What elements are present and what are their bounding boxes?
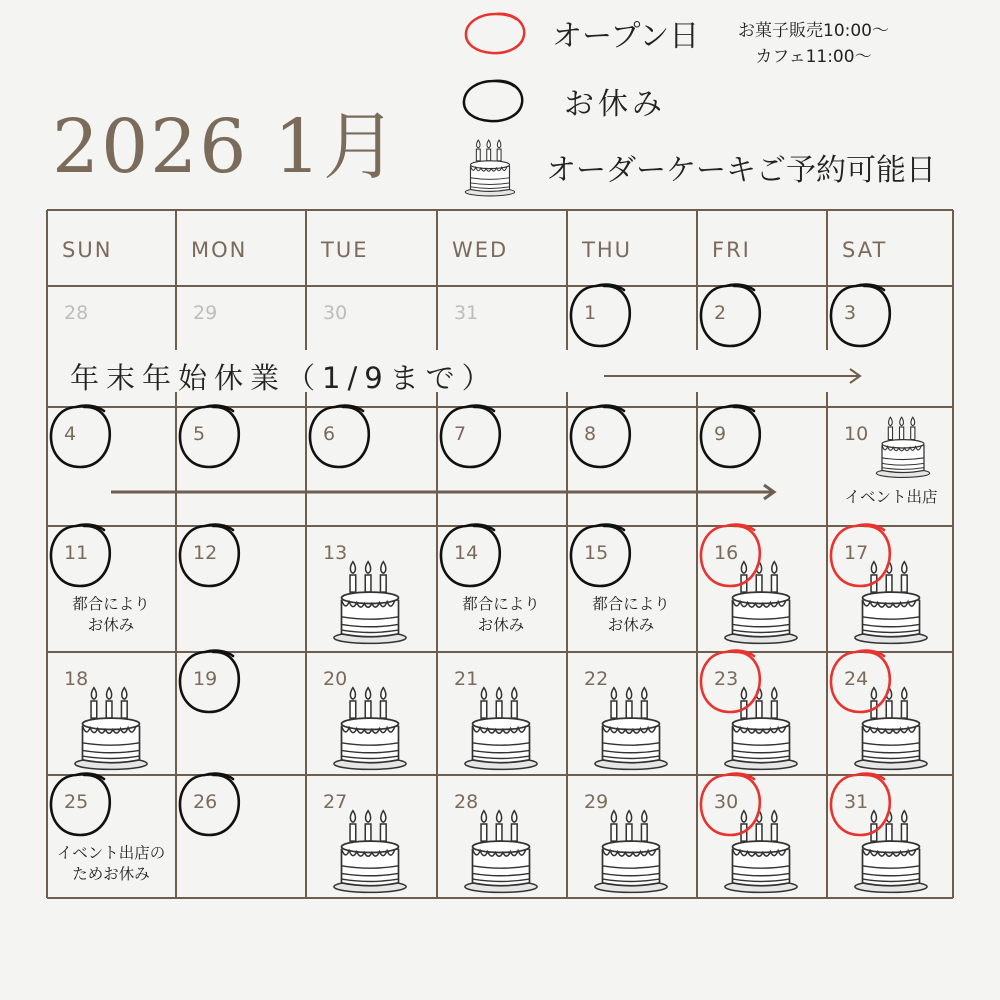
legend-cake-label: オーダーケーキご予約可能日 — [546, 153, 936, 188]
day-number: 29 — [193, 302, 218, 324]
cake-icon — [725, 688, 797, 770]
day-number: 26 — [193, 791, 218, 813]
day-number: 28 — [64, 302, 89, 324]
weekday-tue: TUE — [321, 238, 369, 262]
cake-icon — [855, 811, 927, 893]
day-number: 28 — [454, 791, 479, 813]
closed-day-circle-icon — [571, 285, 630, 346]
closed-day-circle-icon — [441, 406, 500, 467]
day-number: 13 — [323, 542, 348, 564]
day-number: 24 — [844, 668, 869, 690]
cake-icon — [334, 688, 406, 770]
page-title: 2026 1月 — [52, 104, 399, 190]
day-number: 10 — [844, 423, 869, 445]
day-number: 23 — [714, 668, 739, 690]
day-number: 11 — [64, 542, 89, 564]
cake-icon — [595, 688, 667, 770]
legend-closed-label: お休み — [564, 87, 666, 122]
day-note: 都合により お休み — [72, 595, 150, 634]
weekday-fri: FRI — [712, 238, 751, 262]
day-number: 22 — [584, 668, 609, 690]
day-note: 都合により お休み — [462, 595, 540, 634]
closed-day-circle-icon — [831, 285, 890, 346]
hours-sweets: お菓子販売10:00〜 — [738, 21, 889, 41]
day-number: 6 — [323, 423, 336, 445]
day-number: 19 — [193, 668, 218, 690]
cake-icon — [595, 811, 667, 893]
closed-day-circle-icon — [701, 406, 760, 467]
day-number: 3 — [844, 302, 857, 324]
weekday-thu: THU — [582, 238, 632, 262]
cake-icon — [725, 811, 797, 893]
day-number: 20 — [323, 668, 348, 690]
holiday-banner: 年末年始休業（1/9まで） — [70, 361, 498, 395]
day-number: 30 — [323, 302, 348, 324]
day-number: 14 — [454, 542, 479, 564]
hours-cafe: カフェ11:00〜 — [755, 47, 872, 67]
cake-icon — [334, 562, 406, 644]
day-number: 25 — [64, 791, 89, 813]
day-number: 8 — [584, 423, 597, 445]
day-number: 15 — [584, 542, 609, 564]
day-note: イベント出店の ためお休み — [56, 844, 166, 883]
cake-icon — [855, 562, 927, 644]
day-number: 18 — [64, 668, 89, 690]
day-number: 16 — [714, 542, 739, 564]
day-number: 7 — [454, 423, 467, 445]
cake-icon — [465, 811, 537, 893]
cake-icon — [725, 562, 797, 644]
day-number: 29 — [584, 791, 609, 813]
cake-icon — [75, 688, 147, 770]
weekday-sun: SUN — [62, 238, 113, 262]
closed-day-circle-icon — [571, 406, 630, 467]
day-number: 12 — [193, 542, 218, 564]
weekday-sat: SAT — [842, 238, 888, 262]
day-number: 2 — [714, 302, 727, 324]
day-number: 4 — [64, 423, 77, 445]
day-number: 1 — [584, 302, 597, 324]
closed-day-circle-icon — [701, 285, 760, 346]
day-number: 31 — [844, 791, 869, 813]
closed-day-circle-icon — [310, 406, 369, 467]
cake-icon — [465, 688, 537, 770]
day-number: 31 — [454, 302, 479, 324]
day-number: 21 — [454, 668, 479, 690]
day-note: イベント出店 — [844, 488, 938, 506]
cake-icon — [876, 417, 929, 477]
day-number: 5 — [193, 423, 206, 445]
legend-open-label: オープン日 — [552, 19, 700, 54]
day-number: 17 — [844, 542, 869, 564]
day-number: 9 — [714, 423, 727, 445]
weekday-wed: WED — [452, 238, 509, 262]
day-number: 30 — [714, 791, 739, 813]
closed-day-circle-icon — [51, 406, 110, 467]
day-note: 都合により お休み — [592, 595, 670, 634]
cake-icon — [855, 688, 927, 770]
weekday-mon: MON — [191, 238, 248, 262]
day-number: 27 — [323, 791, 348, 813]
closed-day-circle-icon — [180, 406, 239, 467]
cake-icon — [334, 811, 406, 893]
